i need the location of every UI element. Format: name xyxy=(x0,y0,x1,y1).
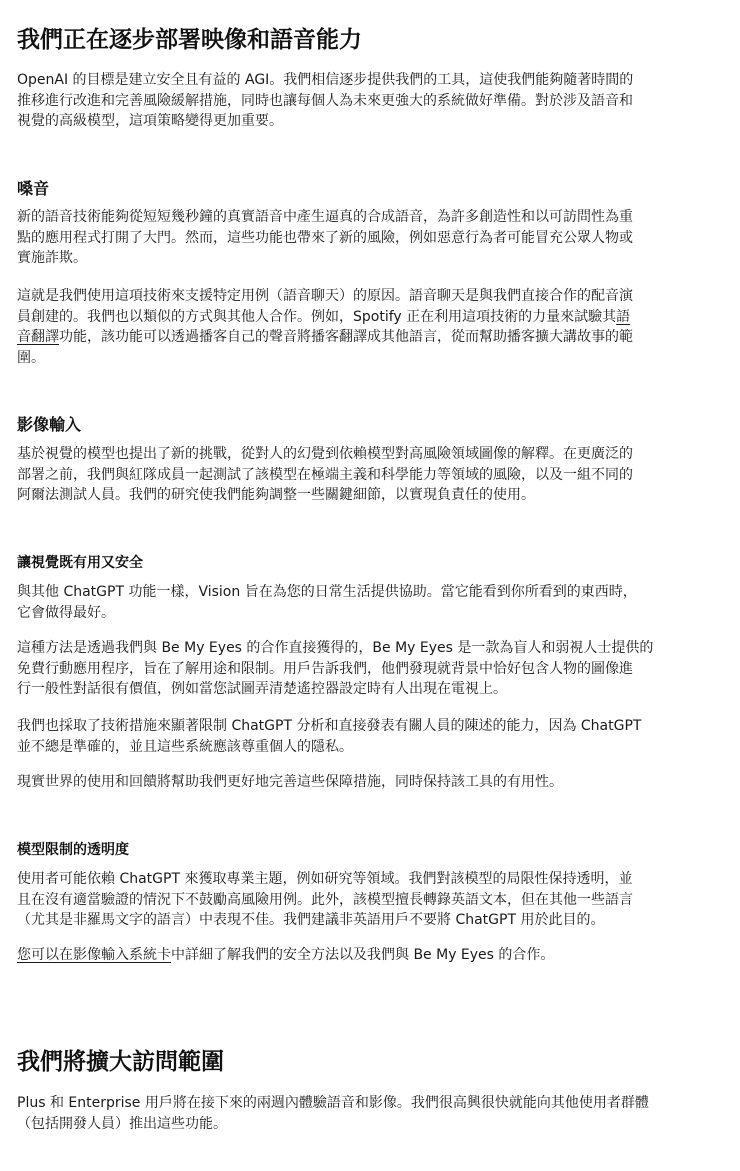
transparency-paragraph-1 xyxy=(17,869,723,931)
text-segment: 功能，該功能可以透過播客自己的聲音將播客翻譯成其他語言，從而幫助播客擴大講故事的範 xyxy=(59,329,633,345)
text-line: 這種方法是透過我們與 Be My Eyes 的合作直接獲得的，Be My Eyes 是一款為盲人和弱視人士提供的 xyxy=(17,640,654,656)
text-segment: 中詳細了解我們的安全方法以及我們與 Be My Eyes 的合作。 xyxy=(171,947,555,963)
voice-paragraph-2 xyxy=(17,286,723,368)
text-line: 實施詐欺。 xyxy=(17,250,87,266)
text-line: 行一般性對話很有價值，例如當您試圖弄清楚遙控器設定時有人出現在電視上。 xyxy=(17,681,507,697)
text-line: OpenAI 的目標是建立安全且有益的 AGI。我們相信逐步提供我們的工具，這使我們能夠隨著時間的 xyxy=(17,72,634,88)
voice-translation-link[interactable]: 音翻譯 xyxy=(17,329,59,345)
text-line: 阿爾法測試人員。我們的研究使我們能夠調整一些關鍵細節，以實現負責任的使用。 xyxy=(17,487,535,503)
expand-paragraph xyxy=(17,1093,723,1134)
text-line: 並不總是準確的，並且這些系統應該尊重個人的隱私。 xyxy=(17,738,353,755)
image-input-paragraph xyxy=(17,444,723,506)
vision-paragraph-2 xyxy=(17,638,723,700)
vision-paragraph-1 xyxy=(17,582,723,623)
text-line: 現實世界的使用和回饋將幫助我們更好地完善這些保障措施，同時保持該工具的有用性。 xyxy=(17,774,563,790)
heading-image-input: 影像輸入 xyxy=(17,415,82,434)
text-line: Plus 和 Enterprise 用戶將在接下來的兩週內體驗語音和影像。我們很高興很快就能向其他使用者群體 xyxy=(17,1095,649,1111)
text-line: 基於視覺的模型也提出了新的挑戰，從對人的幻覺到依賴模型對高風險領域圖像的解釋。在更廣泛的 xyxy=(17,446,633,462)
text-line: 且在沒有適當驗證的情況下不鼓勵高風險用例。此外，該模型擅長轉錄英語文本，但在其他一些語言 xyxy=(17,891,633,908)
system-card-link[interactable]: 您可以在影像輸入系統卡 xyxy=(17,947,171,963)
text-line xyxy=(17,945,723,966)
text-line: 新的語音技術能夠從短短幾秒鐘的真實語音中產生逼真的合成語音，為許多創造性和以可訪問性為重 xyxy=(17,209,633,225)
text-segment: 員創建的。我們也以類似的方式與其他人合作。例如，Spotify 正在利用這項技術的力量來試驗其 xyxy=(17,308,617,325)
voice-paragraph-1 xyxy=(17,207,723,269)
section-title-deploying: 我們正在逐步部署映像和語音能力 xyxy=(17,27,362,53)
heading-vision-useful-safe: 讓視覺既有用又安全 xyxy=(17,555,143,571)
text-line: 這就是我們使用這項技術來支援特定用例（語音聊天）的原因。語音聊天是與我們直接合作的配音演 xyxy=(17,288,633,304)
text-line: （尤其是非羅馬文字的語言）中表現不佳。我們建議非英語用戶不要將 ChatGPT 用於此目的。 xyxy=(17,912,605,928)
intro-paragraph xyxy=(17,70,723,132)
text-line: 點的應用程式打開了大門。然而，這些功能也帶來了新的風險，例如惡意行為者可能冒充公眾人物或 xyxy=(17,229,633,246)
text-line: 推移進行改進和完善風險緩解措施，同時也讓每個人為未來更強大的系統做好準備。對於涉及語音和 xyxy=(17,92,633,109)
vision-paragraph-3 xyxy=(17,716,723,757)
voice-translation-link-start[interactable]: 語 xyxy=(616,308,631,325)
text-line xyxy=(17,307,723,328)
text-line: 圍。 xyxy=(17,349,45,366)
text-line: （包括開發人員）推出這些功能。 xyxy=(17,1115,227,1132)
transparency-paragraph-2 xyxy=(17,945,723,966)
text-line: 部署之前，我們與紅隊成員一起測試了該模型在極端主義和科學能力等領域的風險，以及一組不同的 xyxy=(17,466,633,483)
text-line: 免費行動應用程序，旨在了解用途和限制。用戶告訴我們，他們發現就背景中恰好包含人物的圖像進 xyxy=(17,660,633,677)
text-line: 使用者可能依賴 ChatGPT 來獲取專業主題，例如研究等領域。我們對該模型的局限性保持透明，並 xyxy=(17,871,633,887)
section-title-expanding: 我們將擴大訪問範圍 xyxy=(17,1049,224,1075)
heading-voice: 嗓音 xyxy=(17,179,50,198)
text-line: 它會做得最好。 xyxy=(17,604,115,621)
text-line: 視覺的高級模型，這項策略變得更加重要。 xyxy=(17,113,283,129)
text-line xyxy=(17,327,723,348)
vision-paragraph-4 xyxy=(17,772,723,793)
text-line: 我們也採取了技術措施來顯著限制 ChatGPT 分析和直接發表有關人員的陳述的能力，因為 ChatGPT xyxy=(17,718,642,734)
heading-transparency: 模型限制的透明度 xyxy=(17,842,129,858)
text-line: 與其他 ChatGPT 功能一樣，Vision 旨在為您的日常生活提供協助。當它能看到你所看到的東西時， xyxy=(17,584,637,600)
